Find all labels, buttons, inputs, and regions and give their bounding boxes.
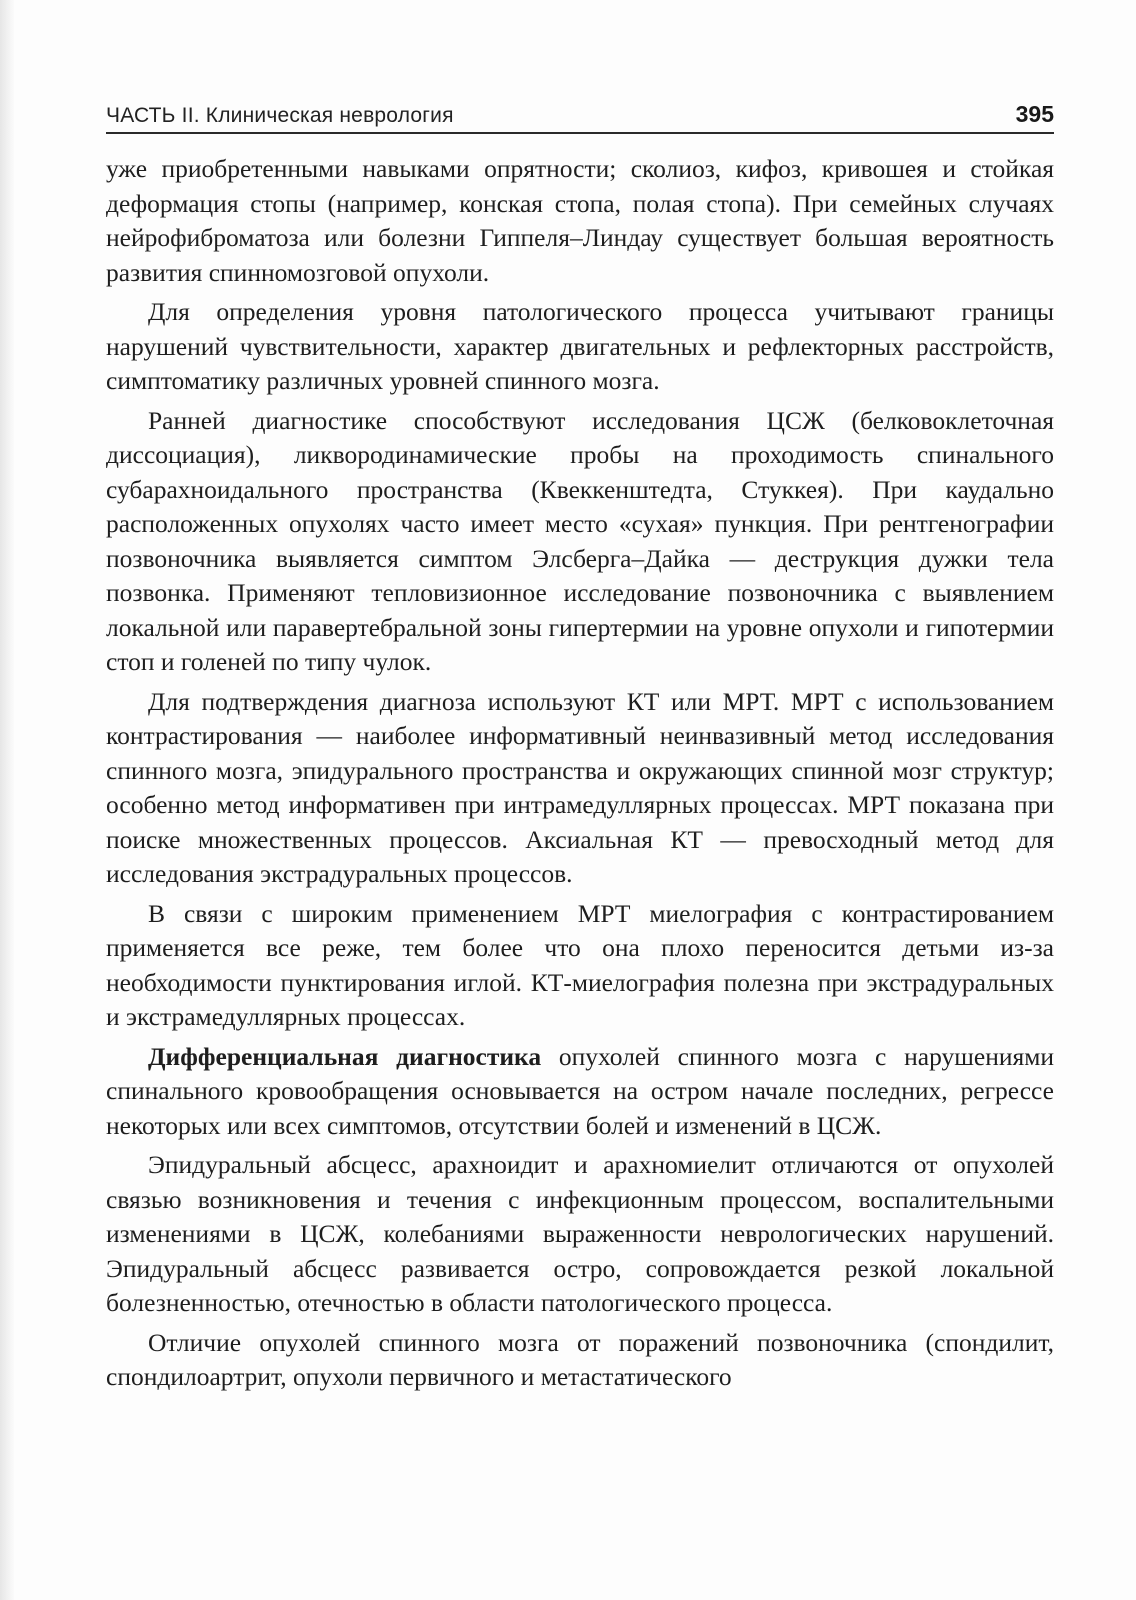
paragraph-text: Ранней диагностике способствуют исследования ЦСЖ (белковоклеточная диссоциация), ликвородинамические пробы на проходимость спинального субарахноидального пространства (Квеккенштедта, Стуккея). При каудально расположенных опухолях часто имеет место «сухая» пункция. При рентгенографии позвоночника выявляется симптом Элсберга–Дайка — деструкция дужки тела позвонка. Применяют тепловизионное исследование позвоночника с выявлением локальной или паравертебральной зоны гипертермии на уровне опухоли и гипотермии стоп и голеней по типу чулок. [106,405,1054,676]
page-number: 395 [1015,101,1054,127]
body-text [106,152,1054,1400]
page-binding-edge [0,0,14,1600]
paragraph [106,685,1054,892]
running-title: ЧАСТЬ II. Клиническая неврология [106,104,454,127]
paragraph [106,1040,1054,1144]
paragraph [106,1326,1054,1395]
paragraph-text: опухолей спинного мозга с нарушениями спинального кровообращения основывается на остром начале последних, регрессе некоторых или всех симптомов, отсутствии болей и изменений в ЦСЖ. [106,1041,1054,1140]
page-header [106,98,1054,134]
paragraph-text: уже приобретенными навыками опрятности; сколиоз, кифоз, кривошея и стойкая деформация стопы (например, конская стопа, полая стопа). При семейных случаях нейрофиброматоза или болезни Гиппеля–Линдау существует большая вероятность развития спинномозговой опухоли. [106,154,1054,287]
paragraph-text: В связи с широким применением МРТ миелография с контрастированием применяется все реже, тем более что она плохо переносится детьми из-за необходимости пунктирования иглой. КТ-миелография полезна при экстрадуральных и экстрамедуллярных процессах. [106,898,1054,1031]
paragraph-lead-term: Дифференциальная диагностика [148,1041,542,1071]
paragraph-text: Для определения уровня патологического процесса учитывают границы нарушений чувствительности, характер двигательных и рефлекторных расстройств, симптоматику различных уровней спинного мозга. [106,297,1054,395]
paragraph-text: Отличие опухолей спинного мозга от поражений позвоночника (спондилит, спондилоартрит, опухоли первичного и метастатического [106,1327,1054,1391]
paragraph [106,1148,1054,1321]
paragraph-continued [106,152,1054,290]
paragraph-text: Эпидуральный абсцесс, арахноидит и арахномиелит отличаются от опухолей связью возникновения и течения с инфекционным процессом, воспалительными изменениями в ЦСЖ, колебаниями выраженности неврологических нарушений. Эпидуральный абсцесс развивается остро, сопровождается резкой локальной болезненностью, отечностью в области патологического процесса. [106,1150,1054,1317]
paragraph [106,897,1054,1035]
paragraph-text: Для подтверждения диагноза используют КТ или МРТ. МРТ с использованием контрастирования — наиболее информативный неинвазивный метод исследования спинного мозга, эпидурального пространства и окружающих спинной мозг структур; особенно метод информативен при интрамедуллярных процессах. МРТ показана при поиске множественных процессов. Аксиальная КТ — превосходный метод для исследования экстрадуральных процессов. [106,686,1054,888]
paragraph [106,404,1054,680]
paragraph [106,295,1054,399]
